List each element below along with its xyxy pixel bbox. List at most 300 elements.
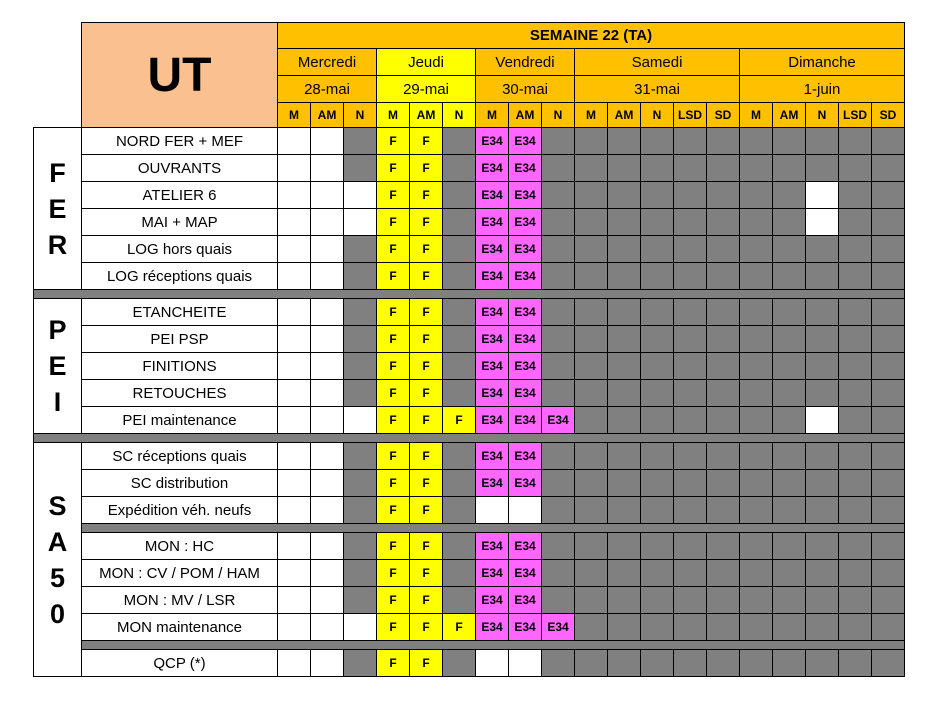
- schedule-cell: [674, 155, 707, 182]
- schedule-cell: F: [377, 128, 410, 155]
- row-label: MON : CV / POM / HAM: [82, 560, 278, 587]
- schedule-cell: [608, 326, 641, 353]
- schedule-cell: F: [377, 326, 410, 353]
- schedule-cell: [608, 650, 641, 677]
- schedule-cell: [641, 236, 674, 263]
- schedule-cell: [740, 209, 773, 236]
- schedule-cell: [575, 650, 608, 677]
- schedule-cell: [839, 560, 872, 587]
- schedule-cell: F: [410, 263, 443, 290]
- schedule-cell: [641, 380, 674, 407]
- schedule-cell: [806, 353, 839, 380]
- row-label: ETANCHEITE: [82, 299, 278, 326]
- schedule-cell: [740, 326, 773, 353]
- schedule-cell: [575, 470, 608, 497]
- schedule-cell: [740, 263, 773, 290]
- schedule-cell: [542, 326, 575, 353]
- schedule-cell: E34: [509, 614, 542, 641]
- schedule-cell: [773, 353, 806, 380]
- schedule-cell: [278, 236, 311, 263]
- schedule-cell: E34: [509, 182, 542, 209]
- schedule-cell: [872, 299, 905, 326]
- schedule-cell: [344, 209, 377, 236]
- schedule-cell: [344, 380, 377, 407]
- schedule-cell: [806, 650, 839, 677]
- schedule-cell: F: [410, 587, 443, 614]
- schedule-cell: [740, 443, 773, 470]
- schedule-cell: [707, 299, 740, 326]
- schedule-cell: [773, 263, 806, 290]
- schedule-cell: [806, 299, 839, 326]
- schedule-cell: [707, 236, 740, 263]
- row-label: MON : HC: [82, 533, 278, 560]
- schedule-cell: [641, 326, 674, 353]
- schedule-cell: F: [410, 182, 443, 209]
- schedule-cell: F: [377, 353, 410, 380]
- schedule-cell: F: [377, 533, 410, 560]
- schedule-cell: [344, 533, 377, 560]
- schedule-cell: [773, 299, 806, 326]
- schedule-cell: [443, 128, 476, 155]
- schedule-cell: E34: [509, 299, 542, 326]
- schedule-cell: F: [377, 443, 410, 470]
- schedule-cell: [608, 470, 641, 497]
- schedule-cell: [707, 587, 740, 614]
- schedule-cell: [344, 650, 377, 677]
- schedule-cell: [740, 182, 773, 209]
- schedule-cell: F: [410, 236, 443, 263]
- schedule-cell: F: [410, 443, 443, 470]
- schedule-cell: [608, 497, 641, 524]
- schedule-cell: F: [377, 614, 410, 641]
- schedule-cell: [278, 533, 311, 560]
- schedule-cell: F: [377, 236, 410, 263]
- shift-header: M: [740, 103, 773, 128]
- schedule-cell: [542, 560, 575, 587]
- schedule-cell: [311, 326, 344, 353]
- schedule-cell: E34: [509, 263, 542, 290]
- schedule-cell: [278, 407, 311, 434]
- schedule-cell: [872, 560, 905, 587]
- shift-header: LSD: [839, 103, 872, 128]
- shift-header: M: [476, 103, 509, 128]
- schedule-cell: [311, 182, 344, 209]
- schedule-cell: [278, 155, 311, 182]
- row-label: SC réceptions quais: [82, 443, 278, 470]
- row-label: MON : MV / LSR: [82, 587, 278, 614]
- day-date: 31-mai: [575, 76, 740, 103]
- schedule-cell: [443, 443, 476, 470]
- shift-header: LSD: [674, 103, 707, 128]
- schedule-cell: [641, 560, 674, 587]
- schedule-cell: [839, 380, 872, 407]
- shift-header: AM: [773, 103, 806, 128]
- schedule-cell: F: [443, 407, 476, 434]
- schedule-cell: [443, 353, 476, 380]
- schedule-cell: [707, 533, 740, 560]
- schedule-cell: [344, 263, 377, 290]
- schedule-cell: [674, 353, 707, 380]
- schedule-cell: [311, 533, 344, 560]
- schedule-cell: E34: [476, 326, 509, 353]
- schedule-cell: [311, 497, 344, 524]
- schedule-cell: [443, 497, 476, 524]
- schedule-cell: [542, 353, 575, 380]
- schedule-cell: [674, 209, 707, 236]
- schedule-cell: [806, 182, 839, 209]
- schedule-cell: [542, 533, 575, 560]
- schedule-cell: [575, 326, 608, 353]
- schedule-cell: [443, 326, 476, 353]
- row-label: MAI + MAP: [82, 209, 278, 236]
- schedule-cell: [641, 128, 674, 155]
- schedule-cell: [344, 128, 377, 155]
- schedule-cell: [773, 155, 806, 182]
- schedule-cell: [707, 650, 740, 677]
- shift-header: AM: [608, 103, 641, 128]
- schedule-cell: E34: [542, 614, 575, 641]
- group-letter: P: [48, 315, 67, 345]
- schedule-cell: E34: [476, 128, 509, 155]
- shift-header: AM: [311, 103, 344, 128]
- schedule-cell: [278, 299, 311, 326]
- schedule-cell: [575, 155, 608, 182]
- schedule-cell: E34: [476, 560, 509, 587]
- schedule-cell: [839, 353, 872, 380]
- schedule-cell: [608, 182, 641, 209]
- schedule-cell: E34: [476, 533, 509, 560]
- schedule-cell: [542, 587, 575, 614]
- schedule-cell: [608, 407, 641, 434]
- schedule-cell: [839, 182, 872, 209]
- row-label: OUVRANTS: [82, 155, 278, 182]
- schedule-cell: [542, 263, 575, 290]
- schedule-cell: [443, 209, 476, 236]
- schedule-cell: [740, 155, 773, 182]
- schedule-cell: [311, 263, 344, 290]
- schedule-cell: [641, 470, 674, 497]
- schedule-cell: F: [410, 650, 443, 677]
- schedule-cell: F: [377, 587, 410, 614]
- schedule-cell: [608, 380, 641, 407]
- schedule-cell: [740, 407, 773, 434]
- schedule-cell: [674, 533, 707, 560]
- shift-header: M: [377, 103, 410, 128]
- schedule-cell: [641, 497, 674, 524]
- schedule-cell: [641, 533, 674, 560]
- group-label: [34, 299, 82, 434]
- schedule-cell: F: [410, 407, 443, 434]
- group-letter: E: [48, 351, 67, 381]
- schedule-cell: E34: [476, 614, 509, 641]
- row-label: FINITIONS: [82, 353, 278, 380]
- schedule-cell: [575, 587, 608, 614]
- schedule-cell: [740, 533, 773, 560]
- schedule-cell: [641, 209, 674, 236]
- schedule-cell: [839, 263, 872, 290]
- day-name: Vendredi: [476, 49, 575, 76]
- schedule-cell: [311, 155, 344, 182]
- schedule-cell: [443, 470, 476, 497]
- schedule-cell: [278, 209, 311, 236]
- schedule-cell: [278, 182, 311, 209]
- schedule-cell: [575, 209, 608, 236]
- group-letter: E: [48, 193, 67, 224]
- schedule-cell: [740, 470, 773, 497]
- schedule-cell: E34: [476, 236, 509, 263]
- schedule-cell: [344, 470, 377, 497]
- schedule-cell: [806, 326, 839, 353]
- shift-header: N: [806, 103, 839, 128]
- row-label: MON maintenance: [82, 614, 278, 641]
- schedule-cell: [278, 650, 311, 677]
- section-separator: [34, 290, 905, 299]
- schedule-cell: [608, 209, 641, 236]
- schedule-cell: [872, 443, 905, 470]
- shift-header: AM: [509, 103, 542, 128]
- schedule-cell: [575, 497, 608, 524]
- schedule-cell: [674, 497, 707, 524]
- schedule-cell: [806, 380, 839, 407]
- row-label: SC distribution: [82, 470, 278, 497]
- schedule-cell: [872, 497, 905, 524]
- schedule-cell: [707, 155, 740, 182]
- schedule-cell: [872, 236, 905, 263]
- schedule-cell: [344, 407, 377, 434]
- schedule-cell: E34: [509, 443, 542, 470]
- schedule-cell: [311, 380, 344, 407]
- schedule-cell: [707, 326, 740, 353]
- schedule-cell: [839, 587, 872, 614]
- schedule-cell: [773, 470, 806, 497]
- schedule-cell: [278, 614, 311, 641]
- schedule-cell: [311, 560, 344, 587]
- schedule-cell: [839, 407, 872, 434]
- day-name: Dimanche: [740, 49, 905, 76]
- schedule-cell: [608, 128, 641, 155]
- row-label: PEI maintenance: [82, 407, 278, 434]
- group-label: [34, 443, 82, 677]
- schedule-cell: [839, 614, 872, 641]
- schedule-cell: [773, 128, 806, 155]
- schedule-cell: [773, 614, 806, 641]
- schedule-cell: [707, 380, 740, 407]
- schedule-cell: [707, 497, 740, 524]
- schedule-cell: [773, 326, 806, 353]
- schedule-cell: [311, 353, 344, 380]
- shift-header: AM: [410, 103, 443, 128]
- schedule-cell: [839, 497, 872, 524]
- schedule-cell: F: [377, 182, 410, 209]
- schedule-cell: [641, 443, 674, 470]
- schedule-cell: [608, 560, 641, 587]
- schedule-cell: [707, 560, 740, 587]
- schedule-cell: E34: [476, 407, 509, 434]
- schedule-table: [33, 22, 905, 677]
- schedule-cell: [872, 407, 905, 434]
- schedule-cell: [575, 533, 608, 560]
- schedule-cell: [674, 560, 707, 587]
- schedule-cell: [641, 407, 674, 434]
- schedule-cell: [278, 443, 311, 470]
- schedule-cell: [839, 470, 872, 497]
- schedule-cell: [542, 155, 575, 182]
- schedule-cell: [575, 353, 608, 380]
- schedule-cell: [443, 380, 476, 407]
- schedule-cell: [806, 470, 839, 497]
- schedule-cell: [872, 155, 905, 182]
- schedule-cell: [542, 209, 575, 236]
- schedule-cell: [773, 236, 806, 263]
- group-letter: F: [49, 157, 66, 188]
- schedule-cell: [773, 443, 806, 470]
- section-separator: [34, 434, 905, 443]
- row-label: LOG hors quais: [82, 236, 278, 263]
- schedule-cell: [278, 128, 311, 155]
- schedule-cell: E34: [476, 587, 509, 614]
- schedule-cell: [476, 650, 509, 677]
- schedule-cell: [443, 155, 476, 182]
- schedule-cell: [641, 263, 674, 290]
- shift-header: N: [344, 103, 377, 128]
- schedule-cell: F: [410, 614, 443, 641]
- schedule-cell: [575, 380, 608, 407]
- schedule-cell: [575, 182, 608, 209]
- schedule-cell: [575, 614, 608, 641]
- schedule-cell: [839, 650, 872, 677]
- schedule-cell: [542, 380, 575, 407]
- schedule-cell: [773, 533, 806, 560]
- schedule-cell: [740, 299, 773, 326]
- schedule-cell: [740, 353, 773, 380]
- schedule-cell: F: [410, 128, 443, 155]
- schedule-cell: [674, 380, 707, 407]
- shift-header: M: [575, 103, 608, 128]
- schedule-cell: [608, 299, 641, 326]
- day-name: Mercredi: [278, 49, 377, 76]
- schedule-cell: E34: [542, 407, 575, 434]
- schedule-cell: [641, 299, 674, 326]
- group-letter: A: [47, 526, 68, 557]
- schedule-cell: [674, 614, 707, 641]
- block-separator: [82, 524, 905, 533]
- schedule-cell: [575, 560, 608, 587]
- schedule-cell: [344, 236, 377, 263]
- schedule-cell: [806, 263, 839, 290]
- schedule-cell: [806, 560, 839, 587]
- schedule-cell: F: [377, 263, 410, 290]
- row-label: Expédition véh. neufs: [82, 497, 278, 524]
- schedule-cell: F: [377, 299, 410, 326]
- schedule-cell: F: [410, 209, 443, 236]
- schedule-cell: E34: [509, 407, 542, 434]
- schedule-cell: [542, 470, 575, 497]
- schedule-cell: [608, 614, 641, 641]
- schedule-cell: [311, 614, 344, 641]
- shift-header: SD: [872, 103, 905, 128]
- week-title: SEMAINE 22 (TA): [278, 23, 905, 49]
- row-label: QCP (*): [82, 650, 278, 677]
- schedule-cell: [839, 443, 872, 470]
- schedule-cell: [839, 155, 872, 182]
- schedule-cell: [311, 209, 344, 236]
- schedule-cell: [344, 182, 377, 209]
- schedule-cell: E34: [509, 209, 542, 236]
- schedule-cell: [278, 353, 311, 380]
- schedule-cell: [773, 407, 806, 434]
- schedule-cell: [278, 560, 311, 587]
- schedule-cell: E34: [509, 353, 542, 380]
- schedule-cell: [839, 533, 872, 560]
- schedule-cell: [740, 587, 773, 614]
- schedule-cell: [443, 236, 476, 263]
- row-label: ATELIER 6: [82, 182, 278, 209]
- schedule-cell: [509, 497, 542, 524]
- group-label: [34, 128, 82, 290]
- schedule-cell: [872, 263, 905, 290]
- schedule-cell: E34: [476, 380, 509, 407]
- schedule-cell: [872, 353, 905, 380]
- schedule-cell: F: [410, 299, 443, 326]
- schedule-cell: [344, 587, 377, 614]
- schedule-cell: [839, 326, 872, 353]
- schedule-cell: [674, 650, 707, 677]
- schedule-cell: F: [377, 497, 410, 524]
- schedule-cell: E34: [509, 155, 542, 182]
- schedule-cell: [773, 587, 806, 614]
- schedule-cell: [542, 128, 575, 155]
- schedule-cell: E34: [476, 155, 509, 182]
- schedule-cell: [839, 299, 872, 326]
- schedule-cell: F: [410, 497, 443, 524]
- schedule-cell: [674, 182, 707, 209]
- schedule-cell: [542, 182, 575, 209]
- schedule-cell: F: [410, 560, 443, 587]
- schedule-cell: [740, 128, 773, 155]
- schedule-cell: E34: [476, 209, 509, 236]
- corner-blank: [34, 23, 82, 128]
- schedule-cell: F: [377, 650, 410, 677]
- schedule-cell: [542, 443, 575, 470]
- schedule-cell: [476, 497, 509, 524]
- group-letter: R: [47, 229, 68, 260]
- schedule-cell: [641, 587, 674, 614]
- schedule-cell: [707, 470, 740, 497]
- schedule-cell: [443, 263, 476, 290]
- schedule-cell: [707, 209, 740, 236]
- schedule-cell: [608, 263, 641, 290]
- schedule-cell: E34: [476, 470, 509, 497]
- schedule-cell: [344, 299, 377, 326]
- schedule-cell: [806, 128, 839, 155]
- schedule-cell: [443, 650, 476, 677]
- schedule-cell: [311, 650, 344, 677]
- ut-title: UT: [82, 23, 278, 128]
- schedule-cell: [872, 533, 905, 560]
- schedule-cell: F: [410, 353, 443, 380]
- schedule-cell: [641, 353, 674, 380]
- schedule-cell: [773, 380, 806, 407]
- group-letter: S: [48, 490, 67, 521]
- shift-header: SD: [707, 103, 740, 128]
- schedule-cell: [344, 614, 377, 641]
- schedule-cell: [344, 497, 377, 524]
- schedule-cell: F: [377, 470, 410, 497]
- schedule-cell: [278, 587, 311, 614]
- schedule-cell: [740, 497, 773, 524]
- schedule-cell: [806, 407, 839, 434]
- schedule-cell: E34: [509, 236, 542, 263]
